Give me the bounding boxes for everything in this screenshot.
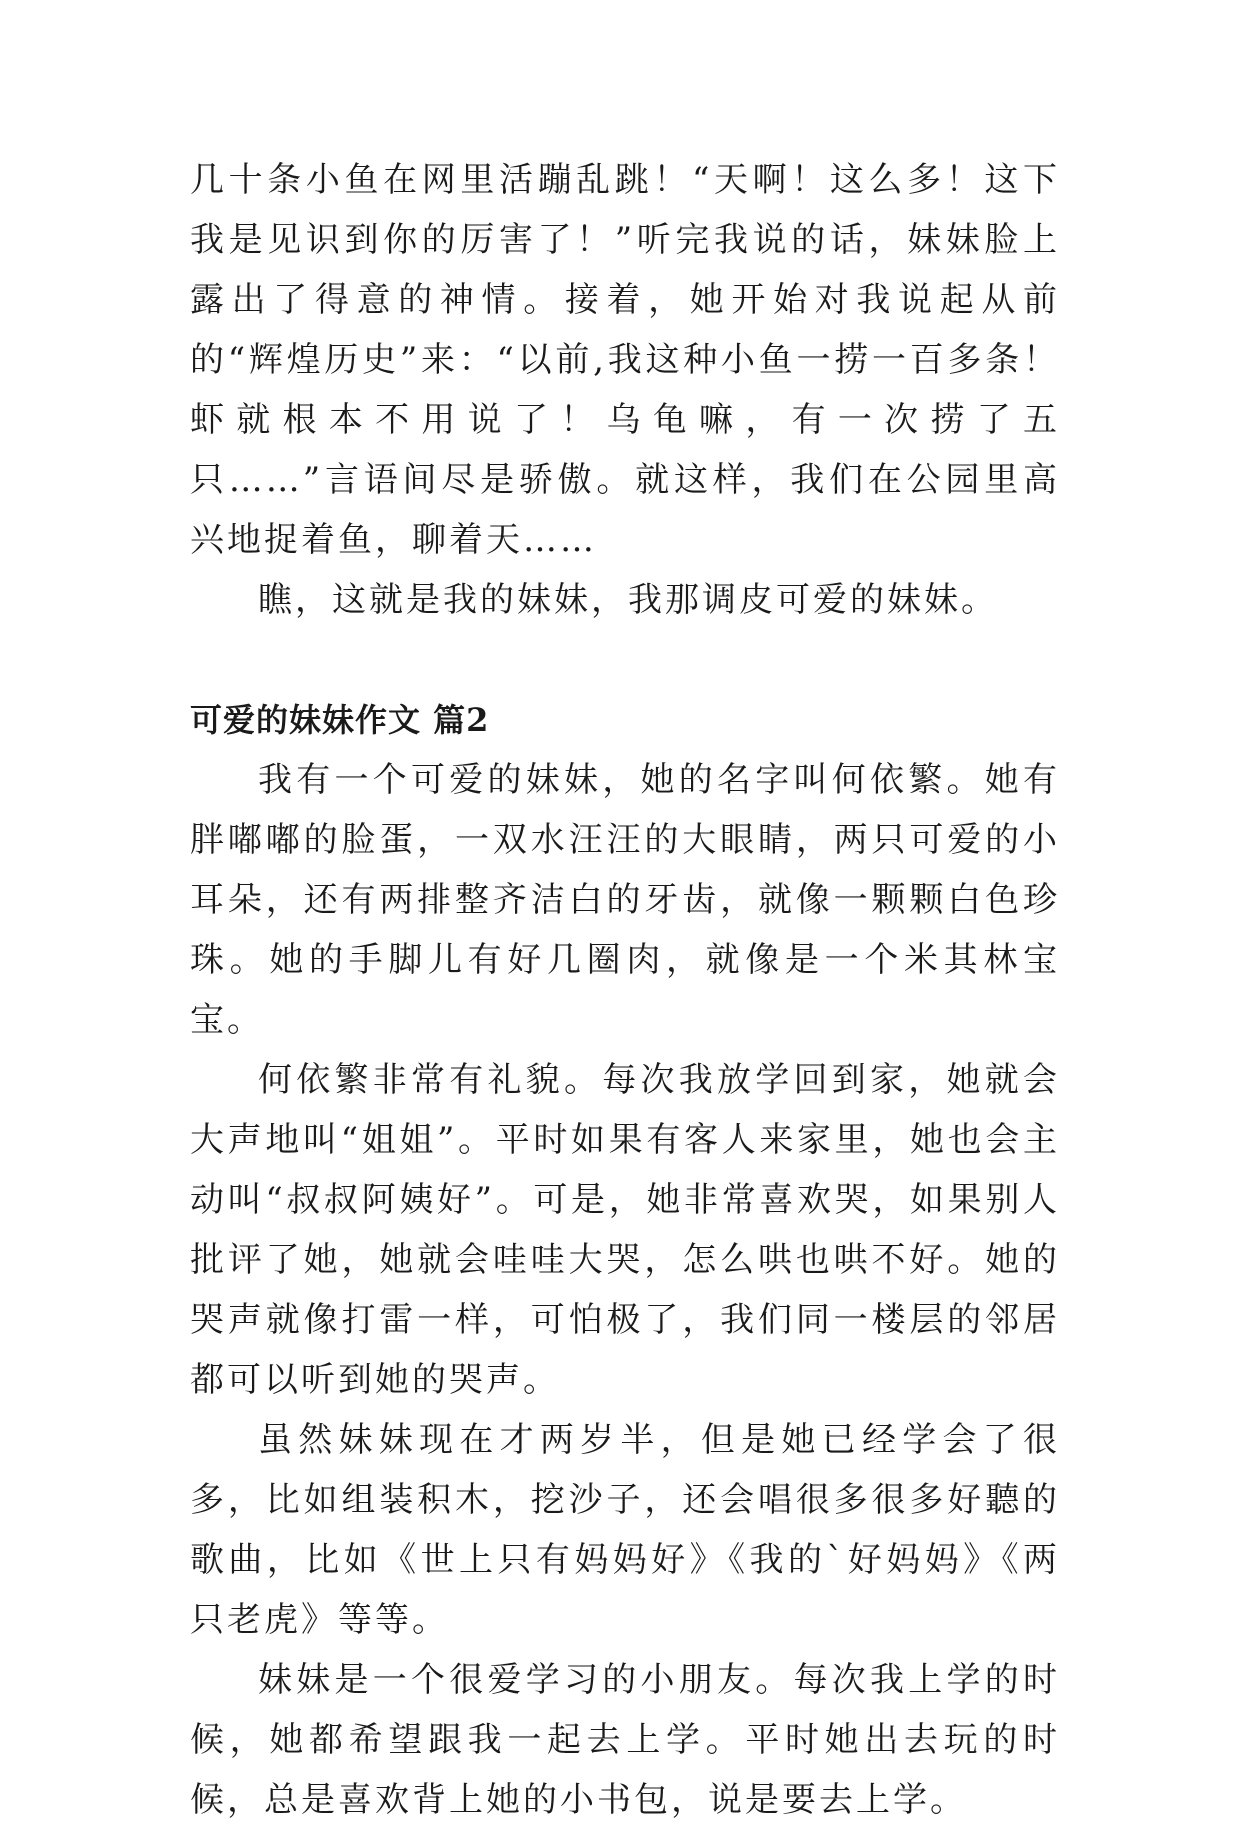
paragraph-conclusion: 瞧，这就是我的妹妹，我那调皮可爱的妹妹。 <box>258 580 998 620</box>
paragraph-manners: 何依繁非常有礼貌。每次我放学回到家，她就会大声地叫“姐姐”。平时如果有客人来家里，她也会主动叫“叔叔阿姨好”。可是，她非常喜欢哭，如果别人批评了她，她就会哇哇大哭，怎么哄也哄不好。她的哭声就像打雷一样，可怕极了，我们同一楼层的邻居都可以听到她的哭声。 <box>190 1060 1060 1400</box>
paragraph-skills: 虽然妹妹现在才两岁半，但是她已经学会了很多，比如组装积木，挖沙子，还会唱很多很多好聽的歌曲，比如《世上只有妈妈好》《我的`好妈妈》《两只老虎》等等。 <box>190 1420 1060 1640</box>
section-heading: 可爱的妹妹作文 篇2 <box>190 701 490 739</box>
document-page <box>190 150 1060 1830</box>
paragraph-learning: 妹妹是一个很爱学习的小朋友。每次我上学的时候，她都希望跟我一起去上学。平时她出去玩的时候，总是喜欢背上她的小书包，说是要去上学。 <box>190 1660 1060 1820</box>
paragraph-intro: 我有一个可爱的妹妹，她的名字叫何依繁。她有胖嘟嘟的脸蛋，一双水汪汪的大眼睛，两只可爱的小耳朵，还有两排整齐洁白的牙齿，就像一颗颗白色珍珠。她的手脚儿有好几圈肉，就像是一个米其林宝宝。 <box>190 760 1060 1040</box>
paragraph-continuation: 几十条小鱼在网里活蹦乱跳！“天啊！这么多！这下我是见识到你的厉害了！”听完我说的话，妹妹脸上露出了得意的神情。接着，她开始对我说起从前的“辉煌历史”来：“以前,我这种小鱼一捞一百多条！虾就根本不用说了！乌龟嘛，有一次捞了五只……”言语间尽是骄傲。就这样，我们在公园里高兴地捉着鱼，聊着天…… <box>190 160 1060 560</box>
